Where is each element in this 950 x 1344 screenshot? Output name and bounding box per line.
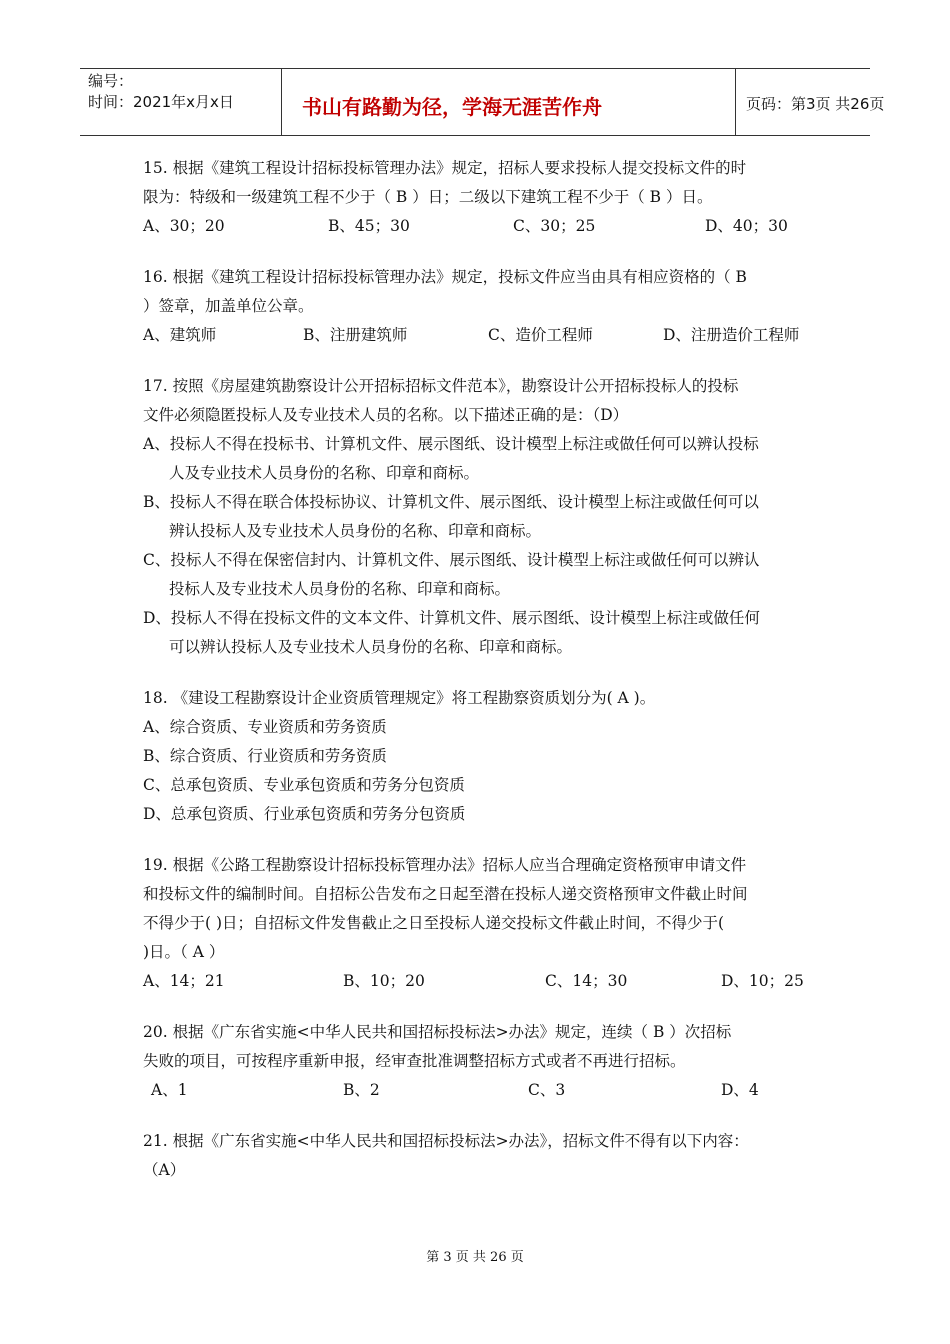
question-text-line: )日。（ A ） <box>143 943 225 961</box>
option-a: A、14；21 <box>143 972 225 990</box>
question-16 <box>143 263 809 350</box>
option-row <box>143 321 809 350</box>
option-a <box>143 430 809 488</box>
option-d: D、总承包资质、行业承包资质和劳务分包资质 <box>143 805 466 823</box>
question-text-line: 19. 根据《公路工程勘察设计招标投标管理办法》招标人应当合理确定资格预审申请文件 <box>143 856 747 874</box>
page-footer: 第 3 页 共 26 页 <box>426 1250 524 1265</box>
option-d: D、40；30 <box>705 217 788 235</box>
option-text-line: C、投标人不得在保密信封内、计算机文件、展示图纸、设计模型上标注或做任何可以辨认 <box>143 551 760 569</box>
question-text-line: 限为：特级和一级建筑工程不少于（ B ）日；二级以下建筑工程不少于（ B ）日。 <box>143 188 713 206</box>
option-text-line: D、投标人不得在投标文件的文本文件、计算机文件、展示图纸、设计模型上标注或做任何 <box>143 609 760 627</box>
option-b: B、2 <box>343 1081 380 1099</box>
option-d <box>143 604 809 662</box>
option-text-line: 可以辨认投标人及专业技术人员身份的名称、印章和商标。 <box>169 638 573 656</box>
option-row <box>143 967 809 996</box>
document-number-label: 编号： <box>88 72 134 90</box>
option-text-line: 投标人及专业技术人员身份的名称、印章和商标。 <box>169 580 511 598</box>
header-motto: 书山有路勤为径，学海无涯苦作舟 <box>302 95 602 119</box>
header-page-info: 页码：第3页 共26页 <box>746 95 885 113</box>
question-text-line: 21. 根据《广东省实施<中华人民共和国招标投标法>办法》，招标文件不得有以下内容： <box>143 1132 749 1150</box>
question-text-line: 不得少于( )日；自招标文件发售截止之日至投标人递交投标文件截止时间，不得少于( <box>143 914 725 932</box>
option-row <box>143 212 809 241</box>
option-text-line: A、投标人不得在投标书、计算机文件、展示图纸、设计模型上标注或做任何可以辨认投标 <box>143 435 759 453</box>
question-list <box>143 154 809 1207</box>
question-18 <box>143 684 809 829</box>
option-b: B、注册建筑师 <box>303 326 408 344</box>
question-text-line: 18. 《建设工程勘察设计企业资质管理规定》将工程勘察资质划分为( A )。 <box>143 689 656 707</box>
header-meta <box>80 69 282 135</box>
option-text-line: 辨认投标人及专业技术人员身份的名称、印章和商标。 <box>169 522 542 540</box>
option-c: C、3 <box>528 1081 566 1099</box>
option-row <box>143 1076 809 1105</box>
page-header <box>80 68 885 136</box>
question-text-line: 和投标文件的编制时间。自招标公告发布之日起至潜在投标人递交资格预审文件截止时间 <box>143 885 748 903</box>
option-b: B、10；20 <box>343 972 425 990</box>
document-time-label: 时间：2021年x月x日 <box>88 93 234 111</box>
question-text-line: 15. 根据《建筑工程设计招标投标管理办法》规定，招标人要求投标人提交投标文件的时 <box>143 159 747 177</box>
option-b <box>143 488 809 546</box>
option-a: A、1 <box>151 1081 188 1099</box>
question-text-line: 16. 根据《建筑工程设计招标投标管理办法》规定，投标文件应当由具有相应资格的（ B <box>143 268 747 286</box>
option-d: D、注册造价工程师 <box>663 326 800 344</box>
option-c: C、造价工程师 <box>488 326 593 344</box>
option-d: D、4 <box>721 1081 759 1099</box>
option-c <box>143 546 809 604</box>
option-text-line: 人及专业技术人员身份的名称、印章和商标。 <box>169 464 480 482</box>
question-text-line: 20. 根据《广东省实施<中华人民共和国招标投标法>办法》规定，连续（ B ）次招标 <box>143 1023 732 1041</box>
option-c: C、总承包资质、专业承包资质和劳务分包资质 <box>143 776 465 794</box>
option-b: B、综合资质、行业资质和劳务资质 <box>143 747 387 765</box>
option-c: C、14；30 <box>545 972 628 990</box>
question-text-line: （A） <box>143 1161 186 1179</box>
question-17 <box>143 372 809 662</box>
question-text-line: 17. 按照《房屋建筑勘察设计公开招标招标文件范本》，勘察设计公开招标投标人的投标 <box>143 377 739 395</box>
question-text-line: 文件必须隐匿投标人及专业技术人员的名称。以下描述正确的是：（D） <box>143 406 629 424</box>
option-a: A、30；20 <box>143 217 225 235</box>
question-15 <box>143 154 809 241</box>
option-a: A、建筑师 <box>143 326 217 344</box>
question-text-line: ）签章，加盖单位公章。 <box>143 297 314 315</box>
header-motto-cell <box>282 69 736 135</box>
question-20 <box>143 1018 809 1105</box>
question-text-line: 失败的项目，可按程序重新申报，经审查批准调整招标方式或者不再进行招标。 <box>143 1052 686 1070</box>
question-19 <box>143 851 809 996</box>
option-c: C、30；25 <box>513 217 596 235</box>
option-text-line: B、投标人不得在联合体投标协议、计算机文件、展示图纸、设计模型上标注或做任何可以 <box>143 493 759 511</box>
option-b: B、45；30 <box>328 217 410 235</box>
question-21 <box>143 1127 809 1185</box>
option-a: A、综合资质、专业资质和劳务资质 <box>143 718 387 736</box>
option-d: D、10；25 <box>721 972 804 990</box>
